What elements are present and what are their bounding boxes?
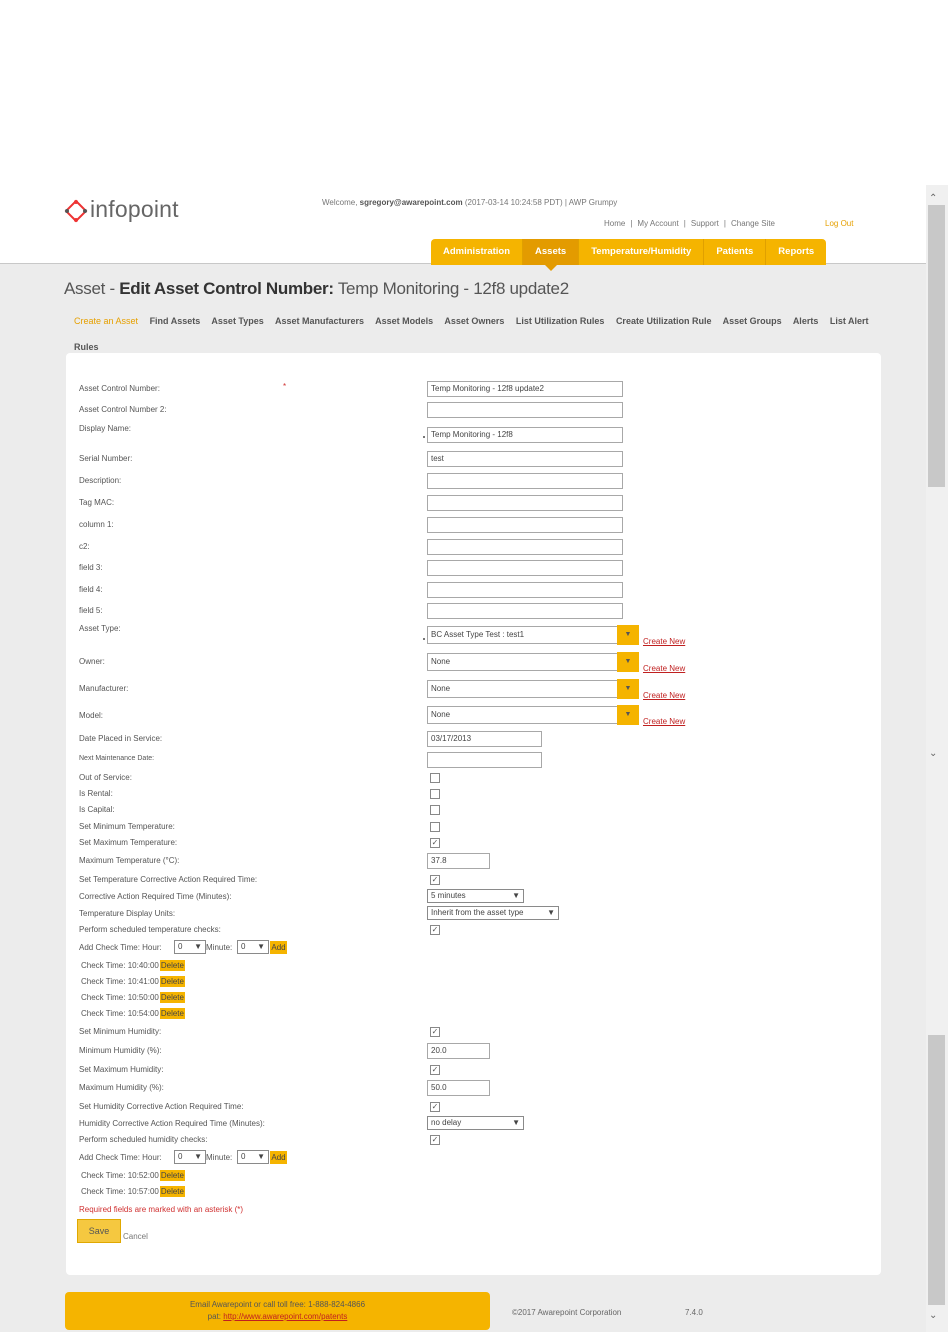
delete-button[interactable]: Delete <box>160 993 184 1002</box>
footer-contact-line: Email Awarepoint or call toll free: 1-888-824-4866 <box>189 1300 366 1309</box>
subnav-find-assets[interactable]: Find Assets <box>149 316 201 326</box>
check-time-value: 10:54:00 <box>127 1009 159 1018</box>
subnav-asset-owners[interactable]: Asset Owners <box>444 316 505 326</box>
chevron-down-icon: ▼ <box>194 942 202 951</box>
my-account-link[interactable]: My Account <box>637 219 679 228</box>
field-3-input[interactable] <box>427 560 623 576</box>
field-label: Is Capital: <box>79 805 115 814</box>
title-prefix: Asset - <box>64 279 120 298</box>
sched-temp-checkbox[interactable]: ✓ <box>431 925 439 934</box>
chevron-down-icon: ▼ <box>194 1152 202 1161</box>
display-name-input[interactable]: Temp Monitoring - 12f8 <box>427 427 623 443</box>
create-new-model-link[interactable]: Create New <box>643 717 686 726</box>
field-5-input[interactable] <box>427 603 623 619</box>
save-button[interactable]: Save <box>77 1219 121 1243</box>
chevron-down-icon: ▼ <box>512 891 520 900</box>
scroll-down-icon[interactable]: ⌄ <box>929 748 938 759</box>
hum-time-select[interactable] <box>427 1116 524 1130</box>
column-1-input[interactable] <box>427 517 623 533</box>
page-title <box>64 279 569 299</box>
delete-button[interactable]: Delete <box>160 1171 184 1180</box>
field-label: Set Maximum Temperature: <box>79 838 178 847</box>
asset-type-select[interactable] <box>427 626 638 644</box>
home-link[interactable]: Home <box>604 219 626 228</box>
out-of-service-checkbox[interactable] <box>430 773 440 783</box>
dropdown-arrow-icon[interactable]: ▼ <box>617 625 639 645</box>
hum-minute-select[interactable] <box>237 1150 269 1164</box>
contact-footer <box>65 1292 490 1330</box>
tab-patients[interactable]: Patients <box>704 239 766 265</box>
field-label: Tag MAC: <box>79 498 115 507</box>
corrective-time-select[interactable] <box>427 889 524 903</box>
field-4-input[interactable] <box>427 582 623 598</box>
create-new-manufacturer-link[interactable]: Create New <box>643 691 686 700</box>
c2-input[interactable] <box>427 539 623 555</box>
display-units-value: Inherit from the asset type <box>431 908 524 917</box>
field-label: Out of Service: <box>79 773 132 782</box>
subnav-asset-models[interactable]: Asset Models <box>375 316 434 326</box>
minute-label: Minute: <box>206 1153 233 1162</box>
field-label: Description: <box>79 476 122 485</box>
main-tabs <box>431 239 826 265</box>
asset-type-value: BC Asset Type Test : test1 <box>427 626 621 644</box>
field-label: Humidity Corrective Action Required Time (Minutes): <box>79 1119 265 1128</box>
create-new-asset-type-link[interactable]: Create New <box>643 637 686 646</box>
check-time-value: 10:40:00 <box>127 961 159 970</box>
owner-select[interactable] <box>427 653 638 671</box>
hum-check-time-row <box>81 1186 185 1197</box>
cancel-link[interactable]: Cancel <box>123 1232 148 1241</box>
hour-value: 0 <box>178 942 183 951</box>
field-label: Set Minimum Humidity: <box>79 1027 162 1036</box>
check-time-value: 10:50:00 <box>127 993 159 1002</box>
tag-mac-input[interactable] <box>427 495 623 511</box>
manufacturer-value: None <box>427 680 621 698</box>
add-temp-check-button[interactable]: Add <box>271 943 286 952</box>
field-label: field 4: <box>79 585 103 594</box>
field-label: Perform scheduled humidity checks: <box>79 1135 208 1144</box>
owner-value: None <box>427 653 621 671</box>
change-site-link[interactable]: Change Site <box>730 219 775 228</box>
add-hum-check-button[interactable]: Add <box>271 1153 286 1162</box>
temp-corrective-checkbox[interactable]: ✓ <box>431 875 439 884</box>
check-time-label: Check Time: <box>81 1171 126 1180</box>
set-min-temp-checkbox[interactable] <box>430 822 440 832</box>
hum-check-time-row <box>81 1170 185 1181</box>
temp-check-time-row <box>81 1008 185 1019</box>
required-fields-note: Required fields are marked with an asterisk (*) <box>79 1205 244 1214</box>
model-value: None <box>427 706 621 724</box>
delete-button[interactable]: Delete <box>160 1009 184 1018</box>
chevron-down-icon: ▼ <box>512 1118 520 1127</box>
check-time-label: Check Time: <box>81 961 126 970</box>
hum-hour-select[interactable] <box>174 1150 206 1164</box>
field-label: Maximum Temperature (°C): <box>79 856 180 865</box>
temp-minute-select[interactable] <box>237 940 269 954</box>
logo-diamond-icon <box>64 199 88 223</box>
field-label: Corrective Action Required Time (Minutes): <box>79 892 232 901</box>
title-bold: Edit Asset Control Number: <box>119 279 334 298</box>
field-label: Owner: <box>79 657 105 666</box>
version: 7.4.0 <box>685 1308 703 1317</box>
serial-number-input[interactable]: test <box>427 451 623 467</box>
field-label: Set Maximum Humidity: <box>79 1065 164 1074</box>
field-label: field 5: <box>79 606 103 615</box>
tab-administration[interactable]: Administration <box>431 239 523 265</box>
hum-time-value: no delay <box>431 1118 462 1127</box>
welcome-user: sgregory@awarepoint.com <box>359 198 463 207</box>
field-label: Next Maintenance Date: <box>79 755 155 762</box>
field-label: Model: <box>79 711 104 720</box>
field-label: Temperature Display Units: <box>79 909 176 918</box>
dropdown-arrow-icon[interactable]: ▼ <box>617 679 639 699</box>
field-label: Asset Type: <box>79 624 121 633</box>
delete-button[interactable]: Delete <box>160 1187 184 1196</box>
is-capital-checkbox[interactable] <box>430 805 440 815</box>
tab-assets[interactable]: Assets <box>523 239 579 265</box>
subnav-create-asset[interactable]: Create an Asset <box>74 316 139 326</box>
description-input[interactable] <box>427 473 623 489</box>
temp-check-time-row <box>81 976 185 987</box>
field-label: Asset Control Number: <box>79 384 160 393</box>
subnav-asset-manufacturers[interactable]: Asset Manufacturers <box>274 316 364 326</box>
subnav-list-alert-rules[interactable]: List Alert Rules <box>74 316 869 352</box>
sched-hum-checkbox[interactable]: ✓ <box>431 1135 439 1144</box>
add-check-time-row <box>79 1153 162 1162</box>
field-label: Set Temperature Corrective Action Required Time: <box>79 875 258 884</box>
check-time-value: 10:57:00 <box>127 1187 159 1196</box>
set-max-temp-checkbox[interactable]: ✓ <box>431 838 439 847</box>
scroll-down-bottom-icon[interactable]: ⌄ <box>929 1310 938 1321</box>
subnav-create-utilization-rule[interactable]: Create Utilization Rule <box>615 316 712 326</box>
add-check-label: Add Check Time: <box>79 943 140 952</box>
check-time-label: Check Time: <box>81 977 126 986</box>
hour-label: Hour: <box>142 943 162 952</box>
max-humidity-input[interactable]: 50.0 <box>427 1080 490 1096</box>
add-check-label: Add Check Time: <box>79 1153 140 1162</box>
field-label: Display Name: <box>79 424 132 433</box>
infopoint-logo[interactable] <box>64 196 179 223</box>
dropdown-arrow-icon[interactable]: ▼ <box>617 705 639 725</box>
dropdown-arrow-icon[interactable]: ▼ <box>617 652 639 672</box>
temp-check-time-row <box>81 992 185 1003</box>
chevron-down-icon: ▼ <box>547 908 555 917</box>
field-marker <box>423 436 425 438</box>
check-time-value: 10:52:00 <box>127 1171 159 1180</box>
asset-control-number-input[interactable]: Temp Monitoring - 12f8 update2 <box>427 381 623 397</box>
min-humidity-input[interactable]: 20.0 <box>427 1043 490 1059</box>
minute-value: 0 <box>241 942 246 951</box>
top-links: Home | My Account | Support | Change Site <box>604 219 775 228</box>
title-value: Temp Monitoring - 12f8 update2 <box>333 279 569 298</box>
set-min-humidity-checkbox[interactable]: ✓ <box>431 1027 439 1036</box>
field-label: Manufacturer: <box>79 684 129 693</box>
tab-temperature-humidity[interactable]: Temperature/Humidity <box>579 239 704 265</box>
scrollbar-thumb[interactable] <box>928 205 945 487</box>
check-time-label: Check Time: <box>81 993 126 1002</box>
check-time-value: 10:41:00 <box>127 977 159 986</box>
hour-label: Hour: <box>142 1153 162 1162</box>
field-label: field 3: <box>79 563 103 572</box>
is-rental-checkbox[interactable] <box>430 789 440 799</box>
manufacturer-select[interactable] <box>427 680 638 698</box>
field-label: Serial Number: <box>79 454 133 463</box>
corrective-time-value: 5 minutes <box>431 891 466 900</box>
field-label: Asset Control Number 2: <box>79 405 167 414</box>
field-label: Minimum Humidity (%): <box>79 1046 162 1055</box>
field-label: Set Minimum Temperature: <box>79 822 175 831</box>
asset-control-number-2-input[interactable] <box>427 402 623 418</box>
field-label: c2: <box>79 542 90 551</box>
field-label: column 1: <box>79 520 114 529</box>
patent-prefix: pat: <box>207 1312 222 1321</box>
field-label: Perform scheduled temperature checks: <box>79 925 221 934</box>
delete-button[interactable]: Delete <box>160 961 184 970</box>
hum-corrective-checkbox[interactable]: ✓ <box>431 1102 439 1111</box>
field-label: Set Humidity Corrective Action Required Time: <box>79 1102 244 1111</box>
delete-button[interactable]: Delete <box>160 977 184 986</box>
patents-link[interactable]: http://www.awarepoint.com/patents <box>223 1312 348 1321</box>
scroll-up-icon[interactable]: ⌃ <box>929 193 938 204</box>
temp-check-time-row <box>81 960 185 971</box>
minute-label: Minute: <box>206 943 233 952</box>
next-maintenance-input[interactable] <box>427 752 542 768</box>
subnav-alerts[interactable]: Alerts <box>792 316 819 326</box>
temp-hour-select[interactable] <box>174 940 206 954</box>
field-label: Is Rental: <box>79 789 113 798</box>
field-label: Date Placed in Service: <box>79 734 163 743</box>
chevron-down-icon: ▼ <box>257 1152 265 1161</box>
logout-link[interactable]: Log Out <box>825 219 854 228</box>
model-select[interactable] <box>427 706 638 724</box>
check-time-label: Check Time: <box>81 1187 126 1196</box>
copyright: ©2017 Awarepoint Corporation <box>512 1308 622 1317</box>
subnav-list-utilization-rules[interactable]: List Utilization Rules <box>515 316 605 326</box>
tab-reports[interactable]: Reports <box>766 239 826 265</box>
required-asterisk: * <box>283 382 287 391</box>
subnav-asset-groups[interactable]: Asset Groups <box>722 316 782 326</box>
support-link[interactable]: Support <box>690 219 719 228</box>
check-time-label: Check Time: <box>81 1009 126 1018</box>
hour-value: 0 <box>178 1152 183 1161</box>
date-placed-input[interactable]: 03/17/2013 <box>427 731 542 747</box>
minute-value: 0 <box>241 1152 246 1161</box>
scrollbar-thumb-lower[interactable] <box>928 1035 945 1305</box>
chevron-down-icon: ▼ <box>257 942 265 951</box>
max-temp-input[interactable]: 37.8 <box>427 853 490 869</box>
subnav-asset-types[interactable]: Asset Types <box>211 316 264 326</box>
welcome-suffix: (2017-03-14 10:24:58 PDT) | AWP Grumpy <box>464 198 618 207</box>
welcome-prefix: Welcome, <box>322 198 358 207</box>
logo-text: infopoint <box>90 196 179 222</box>
display-units-select[interactable] <box>427 906 559 920</box>
set-max-humidity-checkbox[interactable]: ✓ <box>431 1065 439 1074</box>
create-new-owner-link[interactable]: Create New <box>643 664 686 673</box>
add-check-time-row <box>79 943 162 952</box>
field-marker <box>423 638 425 640</box>
footer-patent-line <box>65 1312 490 1321</box>
field-label: Maximum Humidity (%): <box>79 1083 164 1092</box>
welcome-message <box>322 198 617 207</box>
